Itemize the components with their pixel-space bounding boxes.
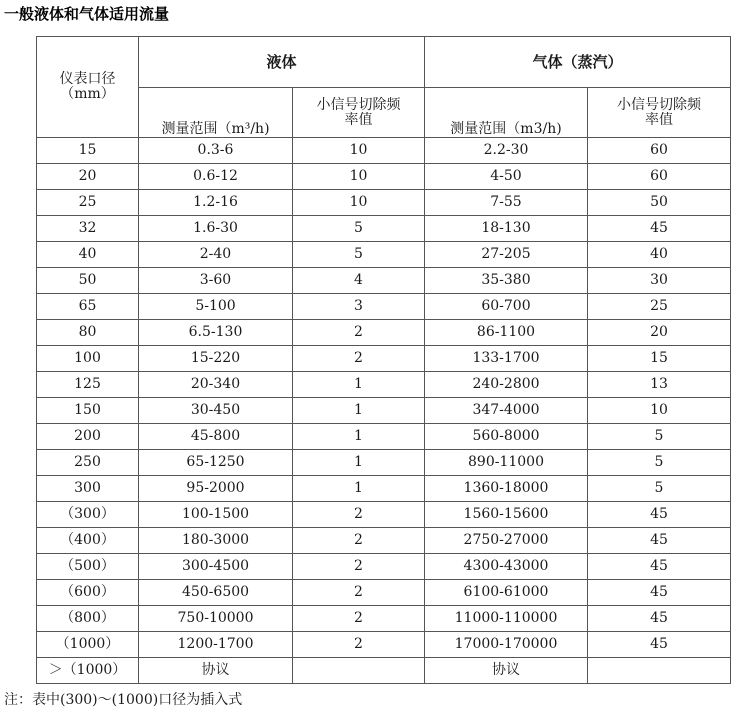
liquid-range-cell: 3-60 <box>139 268 293 294</box>
gas-range-cell: 86-1100 <box>425 320 588 346</box>
gas-range-cell: 1560-15600 <box>425 502 588 528</box>
diameter-cell: 65 <box>37 294 139 320</box>
liquid-cutoff-cell: 2 <box>293 346 425 372</box>
gas-cutoff-cell: 20 <box>588 320 731 346</box>
gas-range-header: 测量范围（m3/h) <box>425 88 588 138</box>
diameter-cell: 100 <box>37 346 139 372</box>
liquid-range-cell: 15-220 <box>139 346 293 372</box>
table-row <box>37 528 731 554</box>
table-row <box>37 632 731 658</box>
table-row <box>37 554 731 580</box>
diameter-cell: ＞（1000） <box>37 658 139 684</box>
diameter-header <box>37 37 139 138</box>
gas-range-cell: 4-50 <box>425 164 588 190</box>
table-row <box>37 190 731 216</box>
gas-cutoff-cell: 30 <box>588 268 731 294</box>
liquid-cutoff-cell: 2 <box>293 606 425 632</box>
diameter-header-line1: 仪表口径 <box>59 71 116 87</box>
gas-cutoff-cell <box>588 658 731 684</box>
liquid-range-header: 测量范围（m³/h) <box>139 88 293 138</box>
liquid-range-cell: 65-1250 <box>139 450 293 476</box>
gas-cutoff-cell: 60 <box>588 138 731 164</box>
diameter-cell: （600） <box>37 580 139 606</box>
liquid-range-cell: 5-100 <box>139 294 293 320</box>
liquid-range-cell: 1.2-16 <box>139 190 293 216</box>
table-row <box>37 580 731 606</box>
diameter-cell: 20 <box>37 164 139 190</box>
liquid-cutoff-cell: 1 <box>293 398 425 424</box>
liquid-range-cell: 2-40 <box>139 242 293 268</box>
gas-cutoff-cell: 5 <box>588 424 731 450</box>
liquid-cutoff-cell: 5 <box>293 216 425 242</box>
liquid-cutoff-cell: 2 <box>293 554 425 580</box>
diameter-cell: 80 <box>37 320 139 346</box>
gas-range-cell: 560-8000 <box>425 424 588 450</box>
diameter-cell: 50 <box>37 268 139 294</box>
liquid-cutoff-cell: 10 <box>293 164 425 190</box>
diameter-cell: 150 <box>37 398 139 424</box>
diameter-cell: 15 <box>37 138 139 164</box>
liquid-cutoff-cell: 2 <box>293 632 425 658</box>
gas-range-cell: 7-55 <box>425 190 588 216</box>
gas-cutoff-cell: 25 <box>588 294 731 320</box>
gas-range-cell: 60-700 <box>425 294 588 320</box>
gas-cutoff-cell: 45 <box>588 580 731 606</box>
liquid-cutoff-cell: 1 <box>293 476 425 502</box>
liquid-range-cell: 95-2000 <box>139 476 293 502</box>
diameter-cell: 25 <box>37 190 139 216</box>
table-row <box>37 398 731 424</box>
table-row <box>37 450 731 476</box>
liquid-range-cell: 0.3-6 <box>139 138 293 164</box>
diameter-cell: 125 <box>37 372 139 398</box>
liquid-cutoff-cell <box>293 658 425 684</box>
gas-cutoff-cell: 5 <box>588 450 731 476</box>
gas-range-cell: 1360-18000 <box>425 476 588 502</box>
gas-range-cell: 18-130 <box>425 216 588 242</box>
gas-range-cell: 35-380 <box>425 268 588 294</box>
liquid-range-cell: 1200-1700 <box>139 632 293 658</box>
gas-range-cell: 890-11000 <box>425 450 588 476</box>
liquid-range-cell: 450-6500 <box>139 580 293 606</box>
header-row-1 <box>37 37 731 88</box>
table-row <box>37 476 731 502</box>
diameter-cell: （400） <box>37 528 139 554</box>
liquid-cutoff-line2: 率值 <box>344 111 373 128</box>
liquid-range-cell: 100-1500 <box>139 502 293 528</box>
footnote: 注：表中(300)～(1000)口径为插入式 <box>4 692 243 708</box>
gas-cutoff-cell: 10 <box>588 398 731 424</box>
diameter-cell: （500） <box>37 554 139 580</box>
liquid-range-cell: 45-800 <box>139 424 293 450</box>
diameter-cell: （1000） <box>37 632 139 658</box>
table-row <box>37 658 731 684</box>
liquid-cutoff-cell: 1 <box>293 424 425 450</box>
liquid-cutoff-cell: 5 <box>293 242 425 268</box>
gas-range-cell: 2.2-30 <box>425 138 588 164</box>
gas-cutoff-cell: 45 <box>588 216 731 242</box>
liquid-cutoff-header <box>293 88 425 138</box>
liquid-cutoff-line1: 小信号切除频 <box>316 96 401 113</box>
table-row <box>37 268 731 294</box>
table-row <box>37 164 731 190</box>
liquid-range-cell: 20-340 <box>139 372 293 398</box>
diameter-cell: （800） <box>37 606 139 632</box>
table-row <box>37 294 731 320</box>
liquid-range-cell: 750-10000 <box>139 606 293 632</box>
liquid-cutoff-cell: 10 <box>293 138 425 164</box>
liquid-header: 液体 <box>139 37 425 88</box>
liquid-cutoff-cell: 1 <box>293 450 425 476</box>
gas-range-cell: 240-2800 <box>425 372 588 398</box>
gas-cutoff-line2: 率值 <box>645 111 673 128</box>
flow-table <box>36 36 731 684</box>
table-row <box>37 138 731 164</box>
diameter-cell: 40 <box>37 242 139 268</box>
gas-cutoff-line1: 小信号切除频 <box>617 96 701 113</box>
header-row-2 <box>37 88 731 138</box>
liquid-cutoff-cell: 2 <box>293 502 425 528</box>
liquid-cutoff-cell: 2 <box>293 580 425 606</box>
liquid-range-cell: 0.6-12 <box>139 164 293 190</box>
table-row <box>37 502 731 528</box>
gas-range-cell: 27-205 <box>425 242 588 268</box>
gas-cutoff-cell: 45 <box>588 606 731 632</box>
liquid-range-cell: 6.5-130 <box>139 320 293 346</box>
diameter-header-line2: （mm） <box>60 86 115 102</box>
gas-range-cell: 11000-110000 <box>425 606 588 632</box>
table-title: 一般液体和气体适用流量 <box>4 5 170 23</box>
liquid-cutoff-cell: 4 <box>293 268 425 294</box>
diameter-cell: 300 <box>37 476 139 502</box>
liquid-cutoff-cell: 2 <box>293 528 425 554</box>
gas-range-cell: 2750-27000 <box>425 528 588 554</box>
gas-cutoff-cell: 60 <box>588 164 731 190</box>
gas-cutoff-cell: 5 <box>588 476 731 502</box>
liquid-cutoff-cell: 2 <box>293 320 425 346</box>
table-row <box>37 424 731 450</box>
liquid-cutoff-cell: 10 <box>293 190 425 216</box>
table-row <box>37 242 731 268</box>
liquid-range-cell: 30-450 <box>139 398 293 424</box>
liquid-range-cell: 180-3000 <box>139 528 293 554</box>
gas-range-cell: 6100-61000 <box>425 580 588 606</box>
gas-range-cell: 133-1700 <box>425 346 588 372</box>
gas-cutoff-cell: 45 <box>588 528 731 554</box>
gas-cutoff-cell: 45 <box>588 502 731 528</box>
diameter-cell: 250 <box>37 450 139 476</box>
table-row <box>37 320 731 346</box>
diameter-cell: 200 <box>37 424 139 450</box>
liquid-cutoff-cell: 3 <box>293 294 425 320</box>
gas-cutoff-cell: 15 <box>588 346 731 372</box>
gas-cutoff-cell: 45 <box>588 554 731 580</box>
diameter-cell: 32 <box>37 216 139 242</box>
table-row <box>37 372 731 398</box>
table-row <box>37 346 731 372</box>
gas-range-cell: 347-4000 <box>425 398 588 424</box>
gas-cutoff-cell: 40 <box>588 242 731 268</box>
liquid-cutoff-cell: 1 <box>293 372 425 398</box>
gas-cutoff-cell: 13 <box>588 372 731 398</box>
liquid-range-cell: 1.6-30 <box>139 216 293 242</box>
gas-range-cell: 17000-170000 <box>425 632 588 658</box>
gas-cutoff-cell: 50 <box>588 190 731 216</box>
diameter-cell: （300） <box>37 502 139 528</box>
gas-cutoff-cell: 45 <box>588 632 731 658</box>
gas-header: 气体（蒸汽） <box>425 37 731 88</box>
table-row <box>37 216 731 242</box>
table-row <box>37 606 731 632</box>
liquid-range-cell: 协议 <box>139 658 293 684</box>
liquid-range-cell: 300-4500 <box>139 554 293 580</box>
gas-cutoff-header <box>588 88 731 138</box>
gas-range-cell: 协议 <box>425 658 588 684</box>
gas-range-cell: 4300-43000 <box>425 554 588 580</box>
